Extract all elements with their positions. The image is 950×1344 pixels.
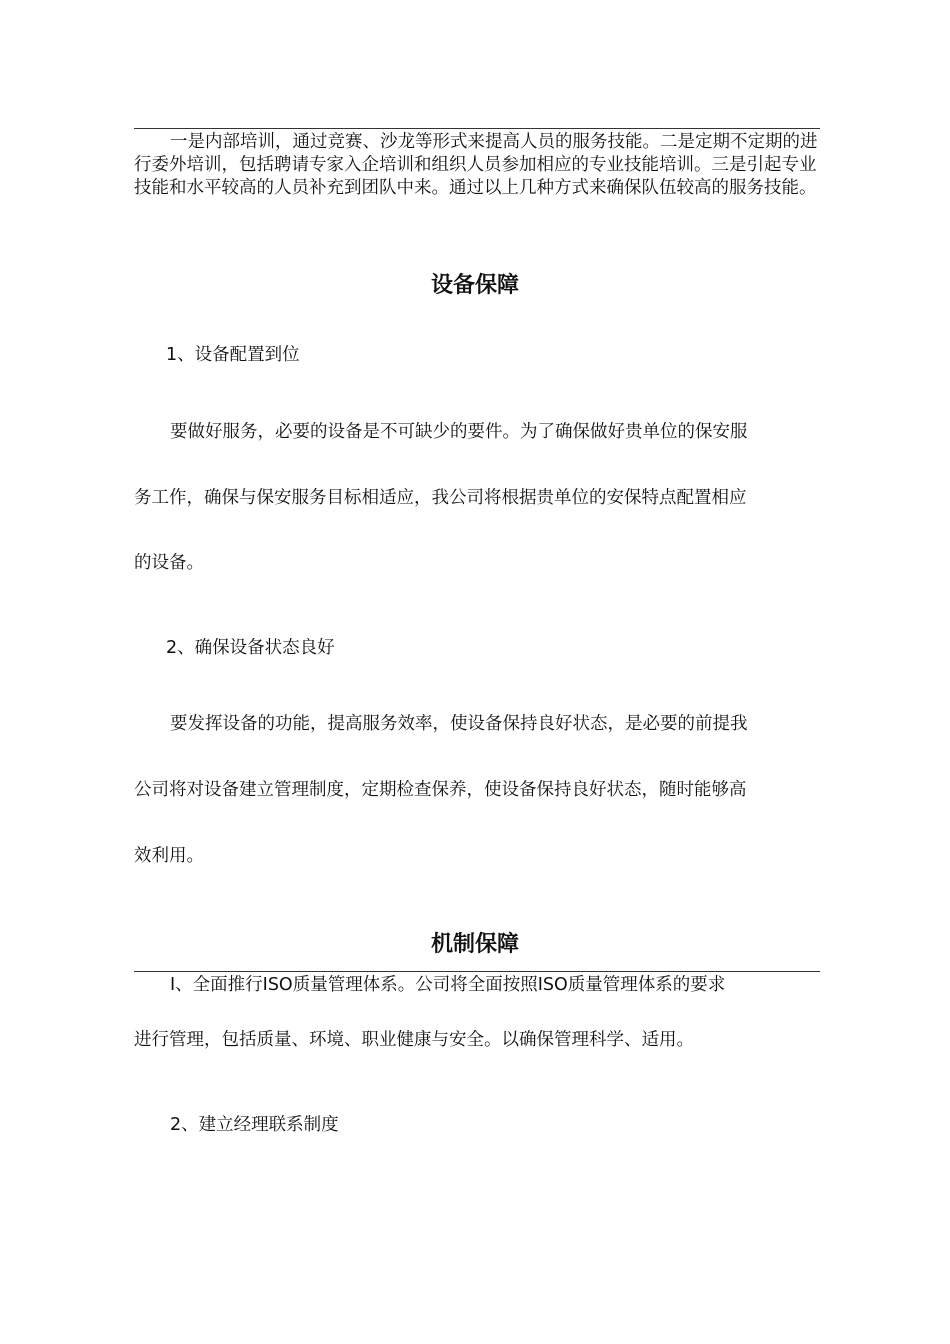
equipment-item1-line3: 的设备。 (134, 553, 204, 573)
equipment-item2-line2: 公司将对设备建立管理制度，定期检查保养，使设备保持良好状态，随时能够高 (134, 780, 747, 800)
equipment-item1-heading: 1、设备配置到位 (166, 345, 300, 365)
section-title-equipment: 设备保障 (430, 273, 519, 298)
equipment-item2-heading: 2、确保设备状态良好 (166, 638, 335, 658)
equipment-item2-line1: 要发挥设备的功能，提高服务效率，使设备保持良好状态，是必要的前提我 (170, 714, 748, 734)
equipment-item1-line2: 务工作，确保与保安服务目标相适应，我公司将根据贵单位的安保特点配置相应 (134, 488, 747, 508)
mechanism-item1-line1: I、全面推行ISO质量管理体系。公司将全面按照ISO质量管理体系的要求 (170, 975, 726, 995)
mechanism-item2-heading: 2、建立经理联系制度 (170, 1115, 339, 1135)
mechanism-divider (134, 971, 820, 972)
intro-paragraph: 一是内部培训，通过竞赛、沙龙等形式来提高人员的服务技能。二是定期不定期的进行委外培训，包括聘请专家入企培训和组织人员参加相应的专业技能培训。三是引起专业技能和水平较高的人员补充到团队中来。通过以上几种方式来确保队伍较高的服务技能。 (134, 132, 818, 198)
equipment-item2-line3: 效利用。 (134, 846, 204, 866)
top-divider (134, 128, 820, 129)
section-title-mechanism: 机制保障 (430, 932, 519, 957)
equipment-item1-line1: 要做好服务，必要的设备是不可缺少的要件。为了确保做好贵单位的保安服 (170, 422, 748, 442)
mechanism-item1-line2: 进行管理，包括质量、环境、职业健康与安全。以确保管理科学、适用。 (134, 1030, 694, 1050)
